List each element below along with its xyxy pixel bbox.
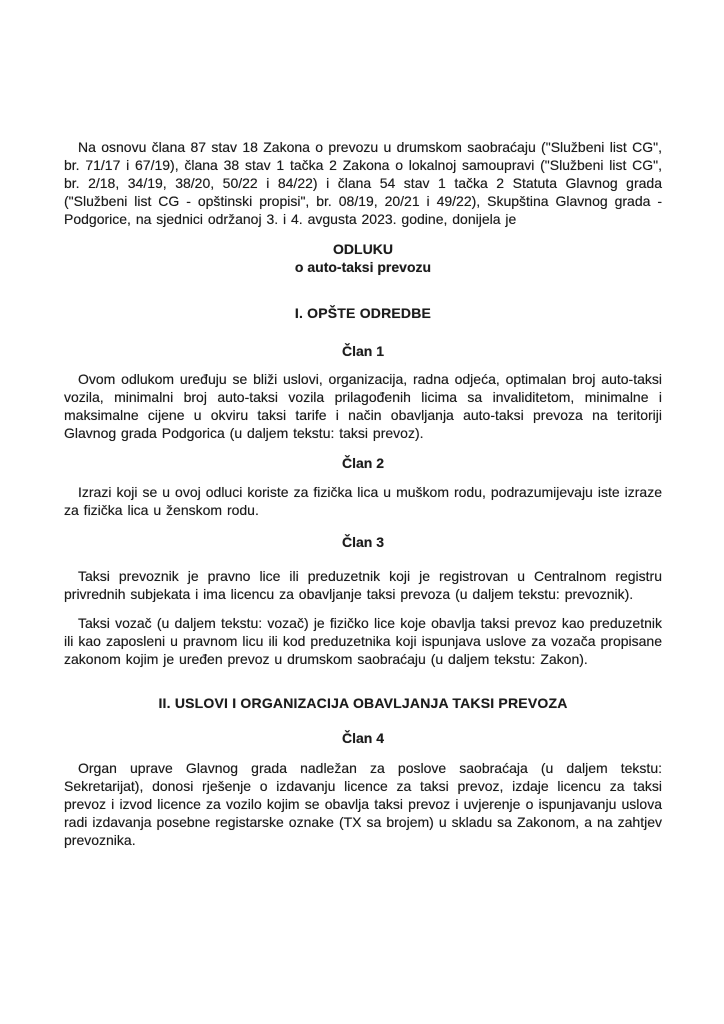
- article-2-heading: Član 2: [341, 455, 384, 471]
- article-3-heading: Član 3: [341, 534, 384, 550]
- article-1-heading: Član 1: [341, 343, 384, 359]
- article-4-paragraph-1: Organ uprave Glavnog grada nadležan za poslove saobraćaja (u daljem tekstu: Sekretarijat), donosi rješenje o izdavanju licence za taksi prevoz, izdaje licencu za taksi prevoz i izvod licence za vozilo kojim se obavlja taksi prevoz i uvjerenje o ispunjavanju uslova radi izdavanja posebne registarske oznake (TX sa brojem) u skladu sa Zakonom, a na zahtjev prevoznika.: [64, 760, 662, 848]
- article-2-paragraph-1: Izrazi koji se u ovoj odluci koriste za fizička lica u muškom rodu, podrazumijevaju iste izraze za fizička lica u ženskom rodu.: [64, 484, 662, 518]
- document-title: ODLUKU: [333, 241, 393, 257]
- document-title-block: [64, 240, 662, 276]
- preamble-paragraph: Na osnovu člana 87 stav 18 Zakona o prevozu u drumskom saobraćaju ("Službeni list CG", br. 71/17 i 67/19), člana 38 stav 1 tačka 2 Zakona o lokalnoj samoupravi ("Službeni list CG", br. 2/18, 34/19, 38/20, 50/22 i 84/22) i člana 54 stav 1 tačka 2 Statuta Glavnog grada ("Službeni list CG - opštinski propisi", br. 08/19, 20/21 i 49/22), Skupština Glavnog grada - Podgorice, na sjednici održanoj 3. i 4. avgusta 2023. godine, donijela je: [64, 139, 662, 227]
- section-1-heading: I. OPŠTE ODREDBE: [294, 305, 432, 321]
- article-4-heading: Član 4: [341, 730, 384, 746]
- document-subtitle: o auto-taksi prevozu: [294, 259, 432, 275]
- article-3-paragraph-1: Taksi prevoznik je pravno lice ili preduzetnik koji je registrovan u Centralnom registru privrednih subjekata i ima licencu za obavljanje taksi prevoza (u daljem tekstu: prevoznik).: [64, 568, 662, 602]
- article-3-paragraph-2: Taksi vozač (u daljem tekstu: vozač) je fizičko lice koje obavlja taksi prevoz kao preduzetnik ili kao zaposleni u pravnom licu ili kod preduzetnika koji ispunjava uslove za vozača propisane zakonom kojim je uređen prevoz u drumskom saobraćaju (u daljem tekstu: Zakon).: [64, 615, 662, 667]
- article-1-paragraph-1: Ovom odlukom uređuju se bliži uslovi, organizacija, radna odjeća, optimalan broj auto-taksi vozila, minimalni broj auto-taksi vozila prilagođenih licima sa invaliditetom, minimalne i maksimalne cijene u okviru taksi tarife i način obavljanja auto-taksi prevoza na teritoriji Glavnog grada Podgorica (u daljem tekstu: taksi prevoz).: [64, 371, 662, 441]
- section-2-heading: II. USLOVI I ORGANIZACIJA OBAVLJANJA TAKSI PREVOZA: [158, 695, 568, 711]
